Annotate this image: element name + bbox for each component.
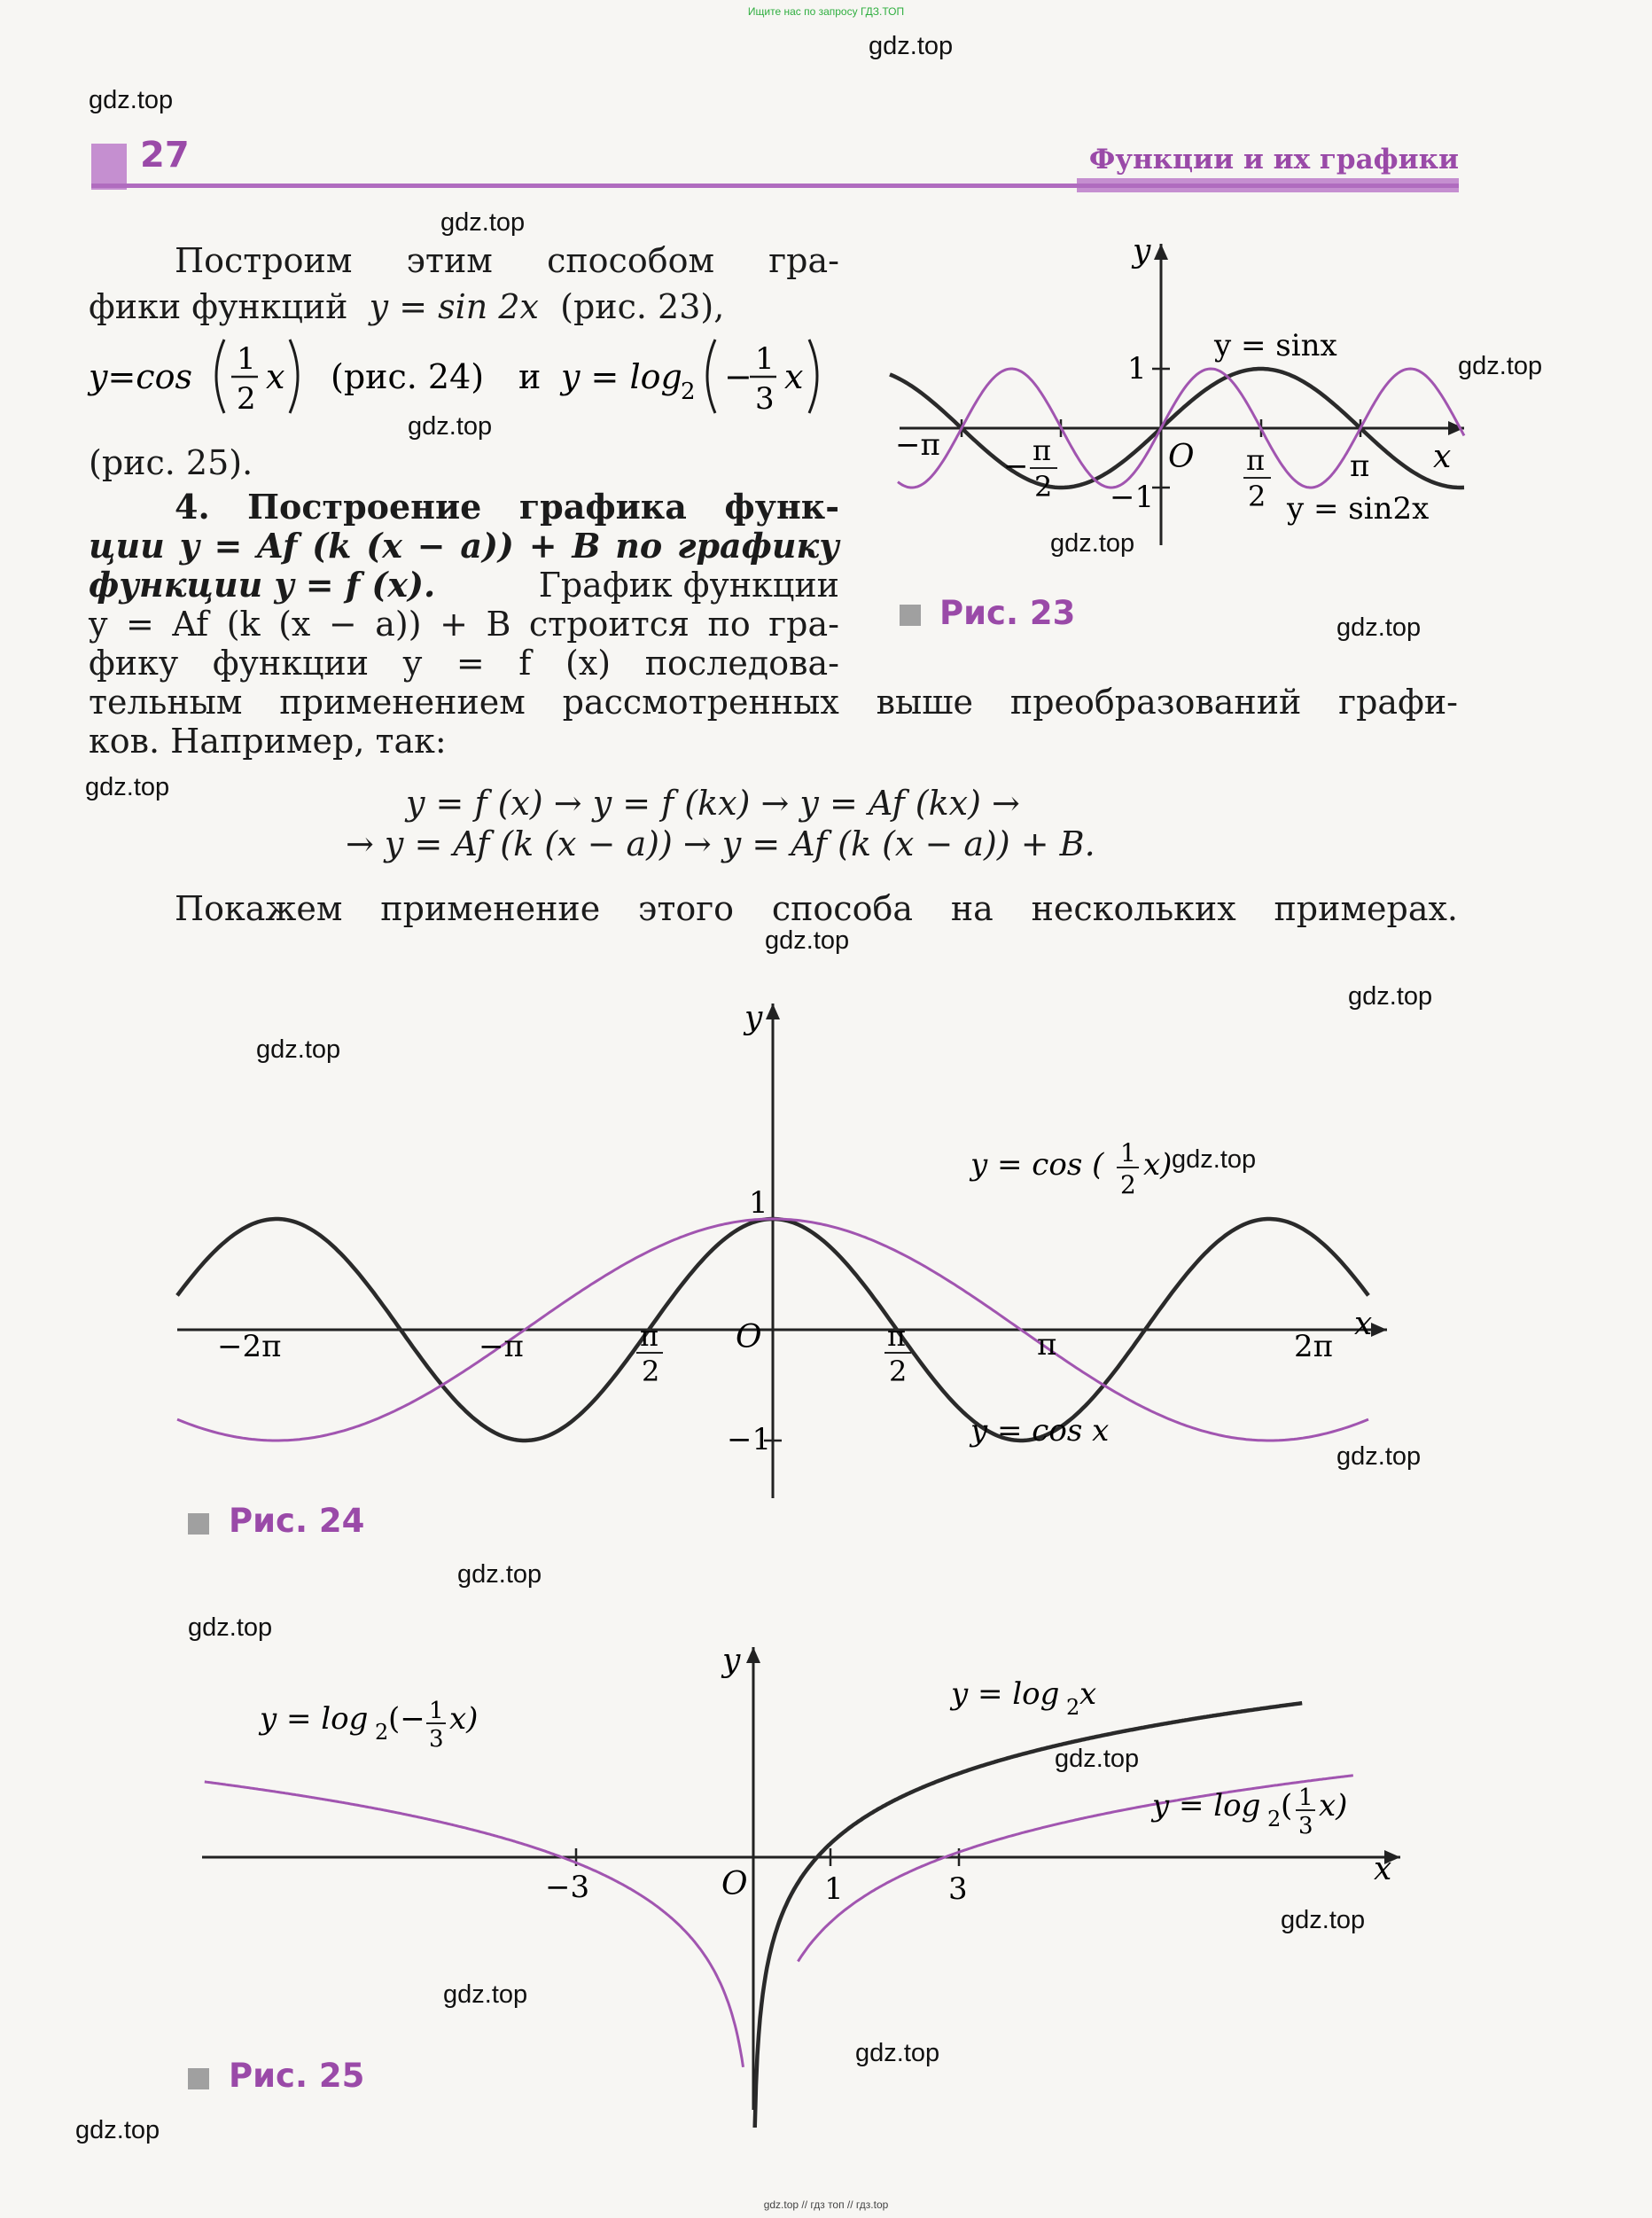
subscript: 2 [681,379,696,405]
curve-label-neg: y = log [260,1701,369,1737]
text-span: (рис. 23), [560,287,725,326]
tick-label: π [1350,449,1370,484]
watermark: gdz.top [1050,529,1135,558]
text-line: y = Af (k (x − a)) + B строится по гра- [89,605,839,644]
fraction-num: 1 [755,341,775,377]
text-line [89,287,724,326]
curve-label-cos: y = cos x [970,1413,1110,1449]
watermark: gdz.top [1055,1745,1140,1773]
watermark: gdz.top [256,1035,341,1064]
figure-label: Рис. 25 [229,2057,365,2095]
figure-marker [188,1513,209,1535]
header-rule [91,184,1459,188]
curve-log2-third-x [798,1776,1352,1962]
tick-label: π [1246,443,1266,477]
text-line [89,566,839,605]
fraction-den: 2 [1120,1170,1136,1199]
curve-label-third: y = log [1152,1788,1261,1824]
formula-text: − [724,357,752,396]
fraction-den: 3 [1298,1813,1313,1839]
axis-label-y: y [722,1643,741,1679]
paren [707,340,715,413]
section-title: Функции и их графики [1088,144,1459,176]
axis-label-y: y [1133,233,1151,269]
text-line: ков. Например, так: [89,722,447,761]
watermark: gdz.top [408,412,493,441]
tick-label: π [1032,433,1052,467]
section-heading: 4. Построение графика функ- [175,487,839,527]
figure-marker [188,2068,209,2089]
tick-label: 2 [889,1355,908,1388]
watermark: gdz.top [1281,1906,1366,1934]
curve-label-sin2: y = sin2x [1287,491,1430,527]
origin-label: O [721,1866,748,1902]
figure-25 [177,1631,1418,2128]
curve-label-sin: y = sinx [1214,328,1337,363]
curve-label-cos-half: y = cos ( [970,1147,1104,1183]
text-span: (рис. 24) [331,357,485,396]
origin-label: O [736,1319,762,1355]
figure-24 [142,993,1418,1525]
watermark: gdz.top [765,926,850,955]
formula-text: y=cos [89,357,192,396]
watermark: gdz.top [1336,1442,1422,1471]
top-note: Ищите нас по запросу ГДЗ.ТОП [747,5,905,18]
fraction-num: 1 [1120,1138,1136,1168]
tick-label: 2π [1294,1329,1333,1364]
bottom-note: gdz.top // гдз топ // гдз.top [763,2198,889,2211]
axis-label-x: x [1354,1306,1373,1342]
fraction-num: 1 [429,1698,444,1724]
text-span: и [518,357,542,396]
x-axis-arrow [1371,1323,1387,1337]
watermark: gdz.top [869,32,954,60]
formula-line [84,326,855,426]
tick-label: −3 [545,1870,590,1905]
watermark: gdz.top [1172,1145,1257,1174]
paren [290,340,298,413]
formula-text: y = log [561,357,682,396]
tick-label: 2 [1034,470,1053,504]
figure-label: Рис. 23 [939,594,1076,632]
text-span: График функции [538,566,839,605]
axis-label-x: x [1374,1851,1392,1887]
fraction-num: 1 [237,341,256,377]
fraction-den: 2 [237,381,256,417]
curve-log2-neg-third-x [205,1782,744,2067]
figure-label: Рис. 24 [229,1502,365,1540]
tick-label: 1 [749,1185,768,1221]
section-heading: ции y = Af (k (x − a)) + B по графику [89,526,839,566]
tick-label: −1 [727,1422,772,1457]
section-heading: функции y = f (x). [89,565,436,605]
fraction-den: 3 [429,1726,444,1753]
figure-23 [886,226,1471,563]
tick-label: −2π [217,1329,282,1364]
tick-label: −π [895,427,940,463]
subscript: 2 [1267,1807,1282,1831]
tick-label: 2 [642,1355,660,1388]
watermark: gdz.top [440,208,526,237]
tick-label: π [887,1319,907,1353]
curve-label-neg: (− [388,1701,425,1737]
watermark: gdz.top [1458,352,1543,380]
tick-label: 1 [824,1871,844,1907]
text-span: фики функций [89,287,348,326]
curve-label-neg: x) [449,1701,479,1737]
page-number: 27 [140,135,190,176]
watermark: gdz.top [75,2116,160,2144]
y-axis-arrow [766,1004,780,1019]
y-axis-arrow [746,1647,760,1663]
subscript: 2 [375,1720,389,1745]
formula: y = sin 2x [369,287,539,326]
paren [216,340,224,413]
formula-chain: y = f (x) → y = f (kx) → y = Af (kx) → [406,784,1020,823]
y-axis-arrow [1154,244,1168,260]
formula-chain: → y = Af (k (x − a)) → y = Af (k (x − a)) + B. [346,824,1095,863]
watermark: gdz.top [85,773,170,801]
watermark: gdz.top [1348,982,1433,1011]
axis-label-y: y [744,1000,763,1036]
curve-label-third: ( [1281,1788,1293,1824]
axis-label-x: x [1433,439,1452,475]
curve-label-log2: y = log [951,1676,1060,1712]
tick-label: 1 [1127,351,1147,387]
curve-label-third: x) [1319,1788,1348,1824]
curve-label-cos-half: x) [1143,1147,1173,1183]
text-line: фику функции y = f (x) последова- [89,644,839,683]
tick-label: π [1037,1327,1057,1363]
fraction-den: 3 [755,381,775,417]
watermark: gdz.top [457,1560,542,1589]
text-line: тельным применением рассмотренных выше преобразований графи- [89,683,1458,722]
watermark: gdz.top [188,1613,273,1642]
curve-label-log2: x [1079,1676,1097,1712]
watermark: gdz.top [855,2039,940,2067]
watermark: gdz.top [1336,613,1422,642]
text-line: (рис. 25). [89,443,253,482]
tick-label: −1 [1110,480,1155,515]
tick-label: −π [479,1329,524,1364]
text-line: Построим этим способом гра- [175,241,839,280]
subscript: 2 [1066,1695,1080,1720]
paren [809,340,817,413]
tick-label: π [640,1319,659,1353]
fraction-num: 1 [1298,1785,1313,1811]
tick-label: − [1003,449,1029,484]
watermark: gdz.top [89,86,174,114]
origin-label: O [1168,439,1195,475]
formula-text: x [266,357,285,396]
tick-label: 2 [1248,480,1266,513]
text-line: Покажем применение этого способа на нескольких примерах. [175,889,1458,928]
watermark: gdz.top [443,1980,528,2009]
figure-marker [900,605,921,626]
tick-label: 3 [948,1871,968,1907]
formula-text: x [784,357,804,396]
